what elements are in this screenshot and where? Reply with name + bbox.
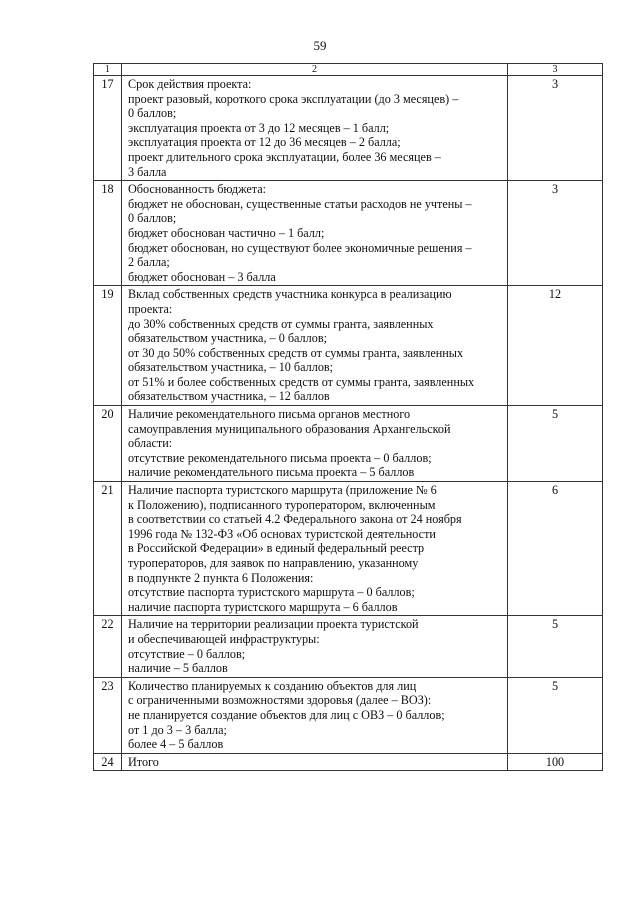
- max-score: 3: [508, 181, 603, 286]
- criterion-line: 0 баллов;: [128, 106, 177, 121]
- row-number: 18: [94, 181, 122, 286]
- criterion-line: эксплуатация проекта от 3 до 12 месяцев – 1 балл;: [128, 120, 390, 135]
- criterion-line: области:: [128, 436, 173, 451]
- table-row: [94, 482, 603, 616]
- criterion-line: в подпункте 2 пункта 6 Положения:: [128, 570, 314, 585]
- criterion-line: проект разовый, короткого срока эксплуатации (до 3 месяцев) –: [128, 91, 459, 106]
- criterion-line: к Положению), подписанного туроператором, включенным: [128, 497, 436, 512]
- criterion-line: в соответствии со статьей 4.2 Федерального закона от 24 ноября: [128, 512, 462, 527]
- criterion-line: Срок действия проекта:: [128, 77, 252, 91]
- table-row: [94, 677, 603, 753]
- criterion-line: Обоснованность бюджета:: [128, 182, 267, 197]
- criterion-description: [122, 286, 508, 406]
- criterion-line: эксплуатация проекта от 12 до 36 месяцев – 2 балла;: [128, 135, 401, 150]
- criterion-description: [122, 406, 508, 482]
- criterion-line: Наличие паспорта туристского маршрута (приложение № 6: [128, 483, 437, 498]
- row-number: 17: [94, 76, 122, 181]
- criterion-line: от 1 до 3 – 3 балла;: [128, 722, 227, 737]
- criterion-line: обязательством участника, – 0 баллов;: [128, 331, 327, 346]
- max-score: 6: [508, 482, 603, 616]
- row-number: 23: [94, 677, 122, 753]
- criterion-description: [122, 753, 508, 771]
- criteria-table: [93, 63, 603, 771]
- row-number: 21: [94, 482, 122, 616]
- criterion-line: проекта:: [128, 301, 173, 316]
- criterion-line: 1996 года № 132-ФЗ «Об основах туристской деятельности: [128, 526, 436, 541]
- table-row: [94, 286, 603, 406]
- criterion-line: наличие паспорта туристского маршрута – 6 баллов: [128, 599, 398, 614]
- criterion-line: обязательством участника, – 10 баллов;: [128, 360, 334, 375]
- max-score: 100: [508, 753, 603, 771]
- column-header-score: 3: [508, 64, 603, 76]
- criterion-line: Наличие рекомендательного письма органов местного: [128, 407, 411, 422]
- criterion-line: наличие рекомендательного письма проекта – 5 баллов: [128, 465, 415, 480]
- criterion-line: Итого: [128, 754, 159, 769]
- page-number: 59: [313, 38, 327, 53]
- criterion-line: наличие – 5 баллов: [128, 661, 228, 676]
- criterion-line: от 51% и более собственных средств от суммы гранта, заявленных: [128, 374, 475, 389]
- table-row: [94, 616, 603, 677]
- criterion-line: Наличие на территории реализации проекта туристской: [128, 617, 419, 632]
- criterion-line: не планируется создание объектов для лиц с ОВЗ – 0 баллов;: [128, 707, 445, 722]
- max-score: 5: [508, 677, 603, 753]
- criterion-description: [122, 616, 508, 677]
- table-row: [94, 753, 603, 771]
- criterion-line: отсутствие – 0 баллов;: [128, 646, 246, 661]
- criterion-line: с ограниченными возможностями здоровья (далее – ВОЗ):: [128, 693, 432, 708]
- criterion-description: [122, 482, 508, 616]
- criterion-line: обязательством участника, – 12 баллов: [128, 389, 330, 404]
- criterion-line: туроператоров, для заявок по направлению, указанному: [128, 556, 419, 570]
- criterion-line: более 4 – 5 баллов: [128, 737, 224, 752]
- criterion-line: до 30% собственных средств от суммы гранта, заявленных: [128, 316, 434, 331]
- table-header-row: [94, 64, 603, 76]
- criterion-line: бюджет обоснован – 3 балла: [128, 269, 276, 284]
- max-score: 5: [508, 406, 603, 482]
- criterion-line: 3 балла: [128, 164, 167, 179]
- criterion-description: [122, 181, 508, 286]
- criterion-line: самоуправления муниципального образования Архангельской: [128, 421, 451, 436]
- criterion-line: отсутствие паспорта туристского маршрута – 0 баллов;: [128, 585, 415, 600]
- max-score: 5: [508, 616, 603, 677]
- row-number: 22: [94, 616, 122, 677]
- criterion-line: в Российской Федерации» в единый федеральный реестр: [128, 541, 425, 556]
- column-header-criterion: 2: [122, 64, 508, 76]
- criterion-line: Вклад собственных средств участника конкурса в реализацию: [128, 287, 452, 302]
- criterion-line: проект длительного срока эксплуатации, более 36 месяцев –: [128, 149, 441, 164]
- row-number: 20: [94, 406, 122, 482]
- criterion-line: бюджет обоснован частично – 1 балл;: [128, 225, 325, 240]
- row-number: 24: [94, 753, 122, 771]
- criterion-description: [122, 76, 508, 181]
- criterion-line: от 30 до 50% собственных средств от суммы гранта, заявленных: [128, 345, 464, 360]
- criterion-line: 2 балла;: [128, 255, 170, 270]
- table-row: [94, 76, 603, 181]
- criterion-line: отсутствие рекомендательного письма проекта – 0 баллов;: [128, 450, 432, 465]
- criterion-line: и обеспечивающей инфраструктуры:: [128, 631, 320, 646]
- criterion-line: бюджет не обоснован, существенные статьи расходов не учтены –: [128, 196, 472, 211]
- criterion-line: 0 баллов;: [128, 211, 177, 226]
- max-score: 3: [508, 76, 603, 181]
- max-score: 12: [508, 286, 603, 406]
- criterion-description: [122, 677, 508, 753]
- column-header-number: 1: [94, 64, 122, 76]
- row-number: 19: [94, 286, 122, 406]
- table-row: [94, 406, 603, 482]
- table-row: [94, 181, 603, 286]
- criterion-line: Количество планируемых к созданию объектов для лиц: [128, 678, 417, 693]
- criterion-line: бюджет обоснован, но существуют более экономичные решения –: [128, 240, 472, 255]
